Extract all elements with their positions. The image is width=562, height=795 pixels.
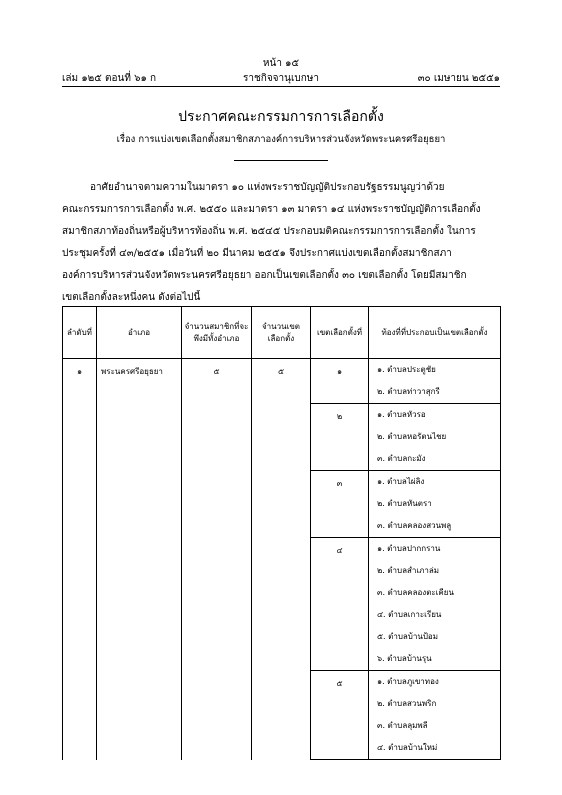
col-header-zone-no: เขตเลือกตั้งที่	[311, 307, 369, 359]
list-item: ๑. ตำบลประตูชัย	[377, 365, 436, 374]
list-item: ๕. ตำบลบ้านป้อม	[377, 632, 439, 641]
body-line: สมาชิกสภาท้องถิ่นหรือผู้บริหารท้องถิ่น พ.ศ. ๒๕๔๕ ประกอบมติคณะกรรมการการเลือกตั้ง ในการ	[62, 226, 476, 237]
gazette-name: ราชกิจจานุเบกษา	[242, 73, 320, 84]
cell-order: ๑	[63, 359, 97, 760]
col-header-members: จำนวนสมาชิกที่จะพึงมีทั้งอำเภอ	[182, 307, 252, 359]
list-item: ๓. ตำบลกะมัง	[377, 454, 426, 463]
cell-zone-no: ๓	[311, 471, 369, 538]
list-item: ๓. ตำบลคลองสวนพลู	[377, 521, 452, 530]
col-header-area: ท้องที่ที่ประกอบเป็นเขตเลือกตั้ง	[369, 307, 501, 359]
col-header-order: ลำดับที่	[63, 307, 97, 359]
cell-members: ๕	[182, 359, 252, 760]
cell-zone-areas	[369, 404, 501, 471]
list-item: ๑. ตำบลภูเขาทอง	[377, 677, 439, 686]
cell-zone-areas	[369, 359, 501, 404]
col-header-zones-count: จำนวนเขตเลือกตั้ง	[252, 307, 311, 359]
list-item: ๓. ตำบลคลองตะเคียน	[377, 588, 454, 597]
electoral-zones-table	[62, 306, 501, 760]
list-item: ๑. ตำบลปากกราน	[377, 544, 441, 553]
list-item: ๒. ตำบลสำเภาล่ม	[377, 566, 440, 575]
list-item: ๒. ตำบลหอรัตนไชย	[377, 432, 447, 441]
cell-zone-no: ๒	[311, 404, 369, 471]
announcement-subject: เรื่อง การแบ่งเขตเลือกตั้งสมาชิกสภาองค์การบริหารส่วนจังหวัดพระนครศรีอยุธยา	[116, 134, 446, 145]
list-item: ๑. ตำบลหัวรอ	[377, 410, 426, 419]
list-item: ๓. ตำบลลุมพลี	[377, 721, 428, 730]
list-item: ๒. ตำบลท่าวาสุกรี	[377, 387, 440, 396]
table-header-row	[63, 307, 501, 359]
cell-zone-areas	[369, 671, 501, 760]
cell-zone-areas	[369, 471, 501, 538]
publish-date: ๓๐ เมษายน ๒๕๕๑	[417, 73, 500, 84]
list-item: ๖. ตำบลบ้านรุน	[377, 654, 432, 663]
cell-amphoe: พระนครศรีอยุธยา	[97, 359, 182, 760]
announcement-title: ประกาศคณะกรรมการการเลือกตั้ง	[178, 109, 384, 125]
cell-zone-no: ๔	[311, 538, 369, 671]
list-item: ๔. ตำบลเกาะเรียน	[377, 610, 442, 619]
body-line: คณะกรรมการการเลือกตั้ง พ.ศ. ๒๕๕๐ และมาตรา ๑๓ มาตรา ๑๔ แห่งพระราชบัญญัติการเลือกตั้ง	[62, 204, 481, 215]
body-line: เขตเลือกตั้งละหนึ่งคน ดังต่อไปนี้	[62, 292, 201, 303]
list-item: ๒. ตำบลหันตรา	[377, 499, 432, 508]
cell-zone-no: ๕	[311, 671, 369, 760]
header-divider	[62, 86, 500, 87]
body-line: องค์การบริหารส่วนจังหวัดพระนครศรีอยุธยา ออกเป็นเขตเลือกตั้ง ๓๐ เขตเลือกตั้ง โดยมีสมาชิก	[62, 270, 467, 281]
volume-label: เล่ม ๑๒๕ ตอนที่ ๖๑ ก	[62, 73, 157, 84]
body-line: อาศัยอำนาจตามความในมาตรา ๑๐ แห่งพระราชบัญญัติประกอบรัฐธรรมนูญว่าด้วย	[90, 182, 445, 193]
cell-zones-count: ๕	[252, 359, 311, 760]
table-row	[63, 359, 501, 404]
cell-zone-areas	[369, 538, 501, 671]
list-item: ๒. ตำบลสวนพริก	[377, 699, 437, 708]
body-line: ประชุมครั้งที่ ๔๓/๒๕๕๑ เมื่อวันที่ ๒๐ มีนาคม ๒๕๕๑ จึงประกาศแบ่งเขตเลือกตั้งสมาชิกสภา	[62, 248, 452, 259]
list-item: ๔. ตำบลบ้านใหม่	[377, 743, 438, 752]
col-header-amphoe: อำเภอ	[97, 307, 182, 359]
cell-zone-no: ๑	[311, 359, 369, 404]
list-item: ๑. ตำบลไผ่ลิง	[377, 477, 425, 486]
title-divider	[234, 160, 328, 161]
page-number: หน้า ๑๕	[262, 58, 300, 69]
